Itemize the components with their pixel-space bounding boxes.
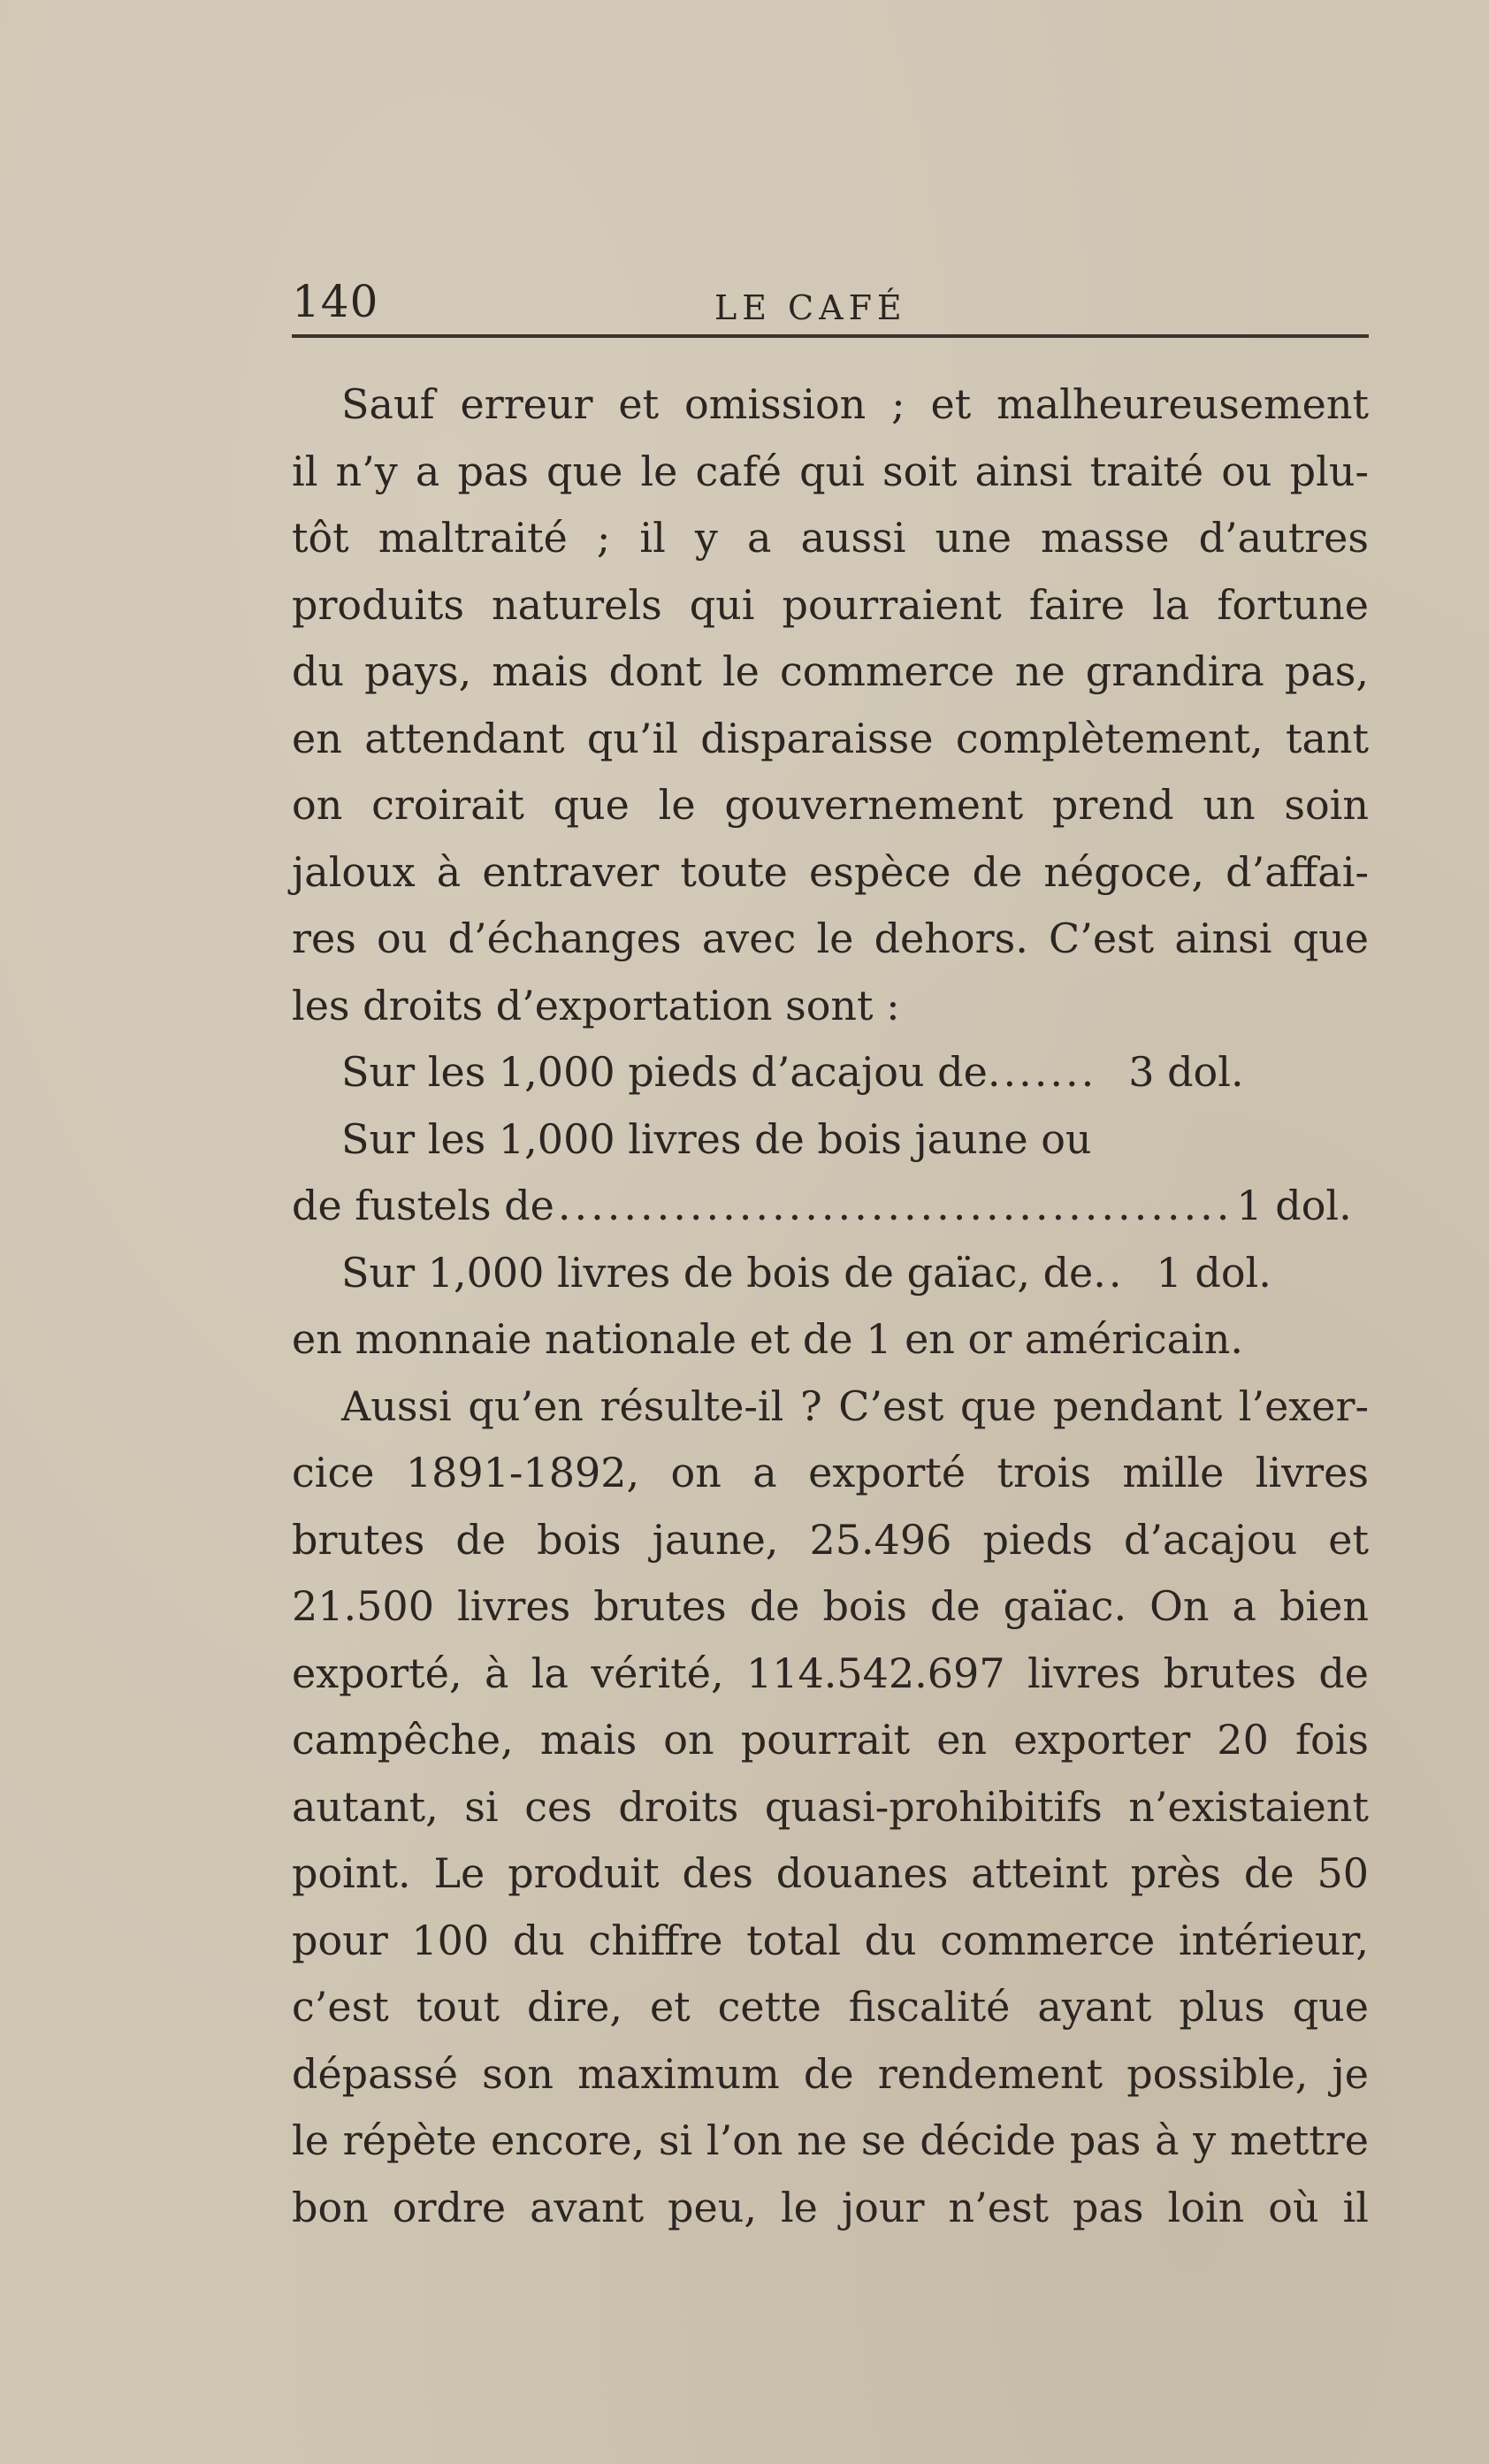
paragraph-line: on croirait que le gouvernement prend un soin (292, 781, 1369, 829)
running-title: LE CAFÉ (714, 288, 907, 327)
duty-label: Sur les 1,000 pieds d’acajou de (341, 1048, 988, 1096)
body-text (292, 371, 1369, 2241)
duty-amount: 1 dol. (1156, 1248, 1271, 1297)
duty-label: Sur 1,000 livres de bois de gaïac, de (341, 1248, 1094, 1297)
page-number: 140 (292, 276, 379, 327)
paragraph-line: les droits d’exportation sont : (292, 981, 900, 1029)
duty-entry (292, 1173, 1369, 1240)
paragraph-line: c’est tout dire, et cette fiscalité ayant plus que (292, 1983, 1369, 2031)
paragraph-line: tôt maltraité ; il y a aussi une masse d’autres (292, 514, 1369, 562)
paragraph-line: pour 100 du chiffre total du commerce intérieur, (292, 1916, 1369, 1964)
duty-entry (292, 1240, 1369, 1307)
paragraph-line: campêche, mais on pourrait en exporter 20 fois (292, 1716, 1369, 1764)
duty-label: de fustels de (292, 1182, 554, 1229)
paragraph-line: point. Le produit des douanes atteint près de 50 (292, 1849, 1369, 1897)
paragraph-line: en attendant qu’il disparaisse complètement, tant (292, 714, 1369, 762)
paragraph-line: le répète encore, si l’on ne se décide pas à y mettre (292, 2116, 1369, 2164)
paragraph-line: dépassé son maximum de rendement possible, je (292, 2049, 1369, 2098)
duty-leader: ......................................... (557, 1182, 1233, 1229)
paragraph-line: exporté, à la vérité, 114.542.697 livres brutes de (292, 1649, 1369, 1697)
duty-label: Sur les 1,000 livres de bois jaune ou (341, 1114, 1092, 1163)
paragraph-line: il n’y a pas que le café qui soit ainsi traité ou plu- (292, 447, 1369, 495)
duty-amount: 1 dol. (1236, 1182, 1352, 1229)
paragraph-line: cice 1891-1892, on a exporté trois mille livres (292, 1449, 1369, 1496)
paragraph-line: bon ordre avant peu, le jour n’est pas loin où il (292, 2183, 1369, 2231)
paragraph-line: brutes de bois jaune, 25.496 pieds d’acajou et (292, 1515, 1369, 1564)
duty-leader: .. (1093, 1248, 1125, 1297)
duty-leader: ....... (987, 1048, 1097, 1096)
duty-entry (292, 1106, 1369, 1174)
paragraph-line: du pays, mais dont le commerce ne grandira pas, (292, 647, 1369, 695)
paragraph-line: 21.500 livres brutes de bois de gaïac. On a bien (292, 1582, 1369, 1630)
paragraph-line: res ou d’échanges avec le dehors. C’est ainsi que (292, 914, 1369, 962)
page-header (292, 276, 1369, 338)
duty-entry (292, 1039, 1369, 1106)
paragraph-line: Aussi qu’en résulte-il ? C’est que pendant l’exer- (341, 1381, 1369, 1430)
paragraph-line: Sauf erreur et omission ; et malheureusement (341, 380, 1369, 428)
header-rule (292, 334, 1369, 338)
duty-amount: 3 dol. (1128, 1048, 1244, 1096)
paragraph-line: jaloux à entraver toute espèce de négoce, d’affai- (292, 847, 1369, 896)
paragraph-line: en monnaie nationale et de 1 en or américain. (292, 1315, 1243, 1363)
paragraph-line: autant, si ces droits quasi-prohibitifs n’existaient (292, 1782, 1369, 1831)
paragraph-line: produits naturels qui pourraient faire la fortune (292, 580, 1369, 629)
